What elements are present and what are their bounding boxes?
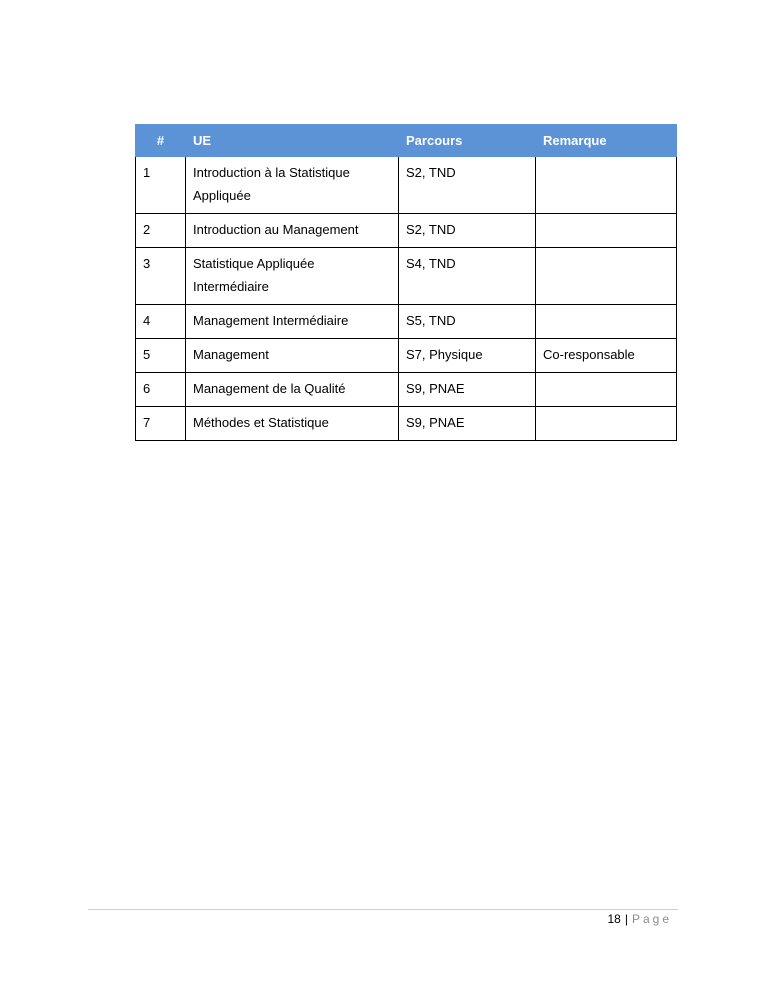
cell-number: 2	[136, 214, 186, 248]
cell-remarque	[536, 157, 677, 214]
ue-table	[135, 124, 677, 441]
header-ue: UE	[186, 125, 399, 157]
table-row	[136, 373, 677, 407]
cell-remarque	[536, 373, 677, 407]
cell-ue: Management de la Qualité	[186, 373, 399, 407]
cell-parcours: S2, TND	[399, 214, 536, 248]
cell-number: 1	[136, 157, 186, 214]
cell-number: 5	[136, 339, 186, 373]
cell-ue: Introduction à la Statistique Appliquée	[186, 157, 399, 214]
cell-remarque	[536, 214, 677, 248]
cell-parcours: S7, Physique	[399, 339, 536, 373]
cell-remarque: Co-responsable	[536, 339, 677, 373]
cell-parcours: S9, PNAE	[399, 407, 536, 441]
table-row	[136, 305, 677, 339]
cell-number: 7	[136, 407, 186, 441]
cell-parcours: S2, TND	[399, 157, 536, 214]
table-header-row	[136, 125, 677, 157]
page-label: Page	[631, 912, 672, 926]
page-footer	[607, 912, 672, 926]
page-number: 18	[607, 912, 621, 926]
cell-remarque	[536, 407, 677, 441]
header-number: #	[136, 125, 186, 157]
cell-ue: Introduction au Management	[186, 214, 399, 248]
table-row	[136, 157, 677, 214]
cell-parcours: S9, PNAE	[399, 373, 536, 407]
cell-remarque	[536, 248, 677, 305]
table-row	[136, 339, 677, 373]
cell-number: 3	[136, 248, 186, 305]
footer-separator: |	[624, 912, 628, 926]
cell-ue: Management Intermédiaire	[186, 305, 399, 339]
table-row	[136, 214, 677, 248]
cell-parcours: S4, TND	[399, 248, 536, 305]
cell-number: 4	[136, 305, 186, 339]
table-row	[136, 248, 677, 305]
cell-parcours: S5, TND	[399, 305, 536, 339]
header-remarque: Remarque	[536, 125, 677, 157]
cell-number: 6	[136, 373, 186, 407]
cell-ue: Management	[186, 339, 399, 373]
cell-ue: Statistique Appliquée Intermédiaire	[186, 248, 399, 305]
cell-remarque	[536, 305, 677, 339]
table-row	[136, 407, 677, 441]
cell-ue: Méthodes et Statistique	[186, 407, 399, 441]
header-parcours: Parcours	[399, 125, 536, 157]
footer-divider	[88, 909, 678, 910]
